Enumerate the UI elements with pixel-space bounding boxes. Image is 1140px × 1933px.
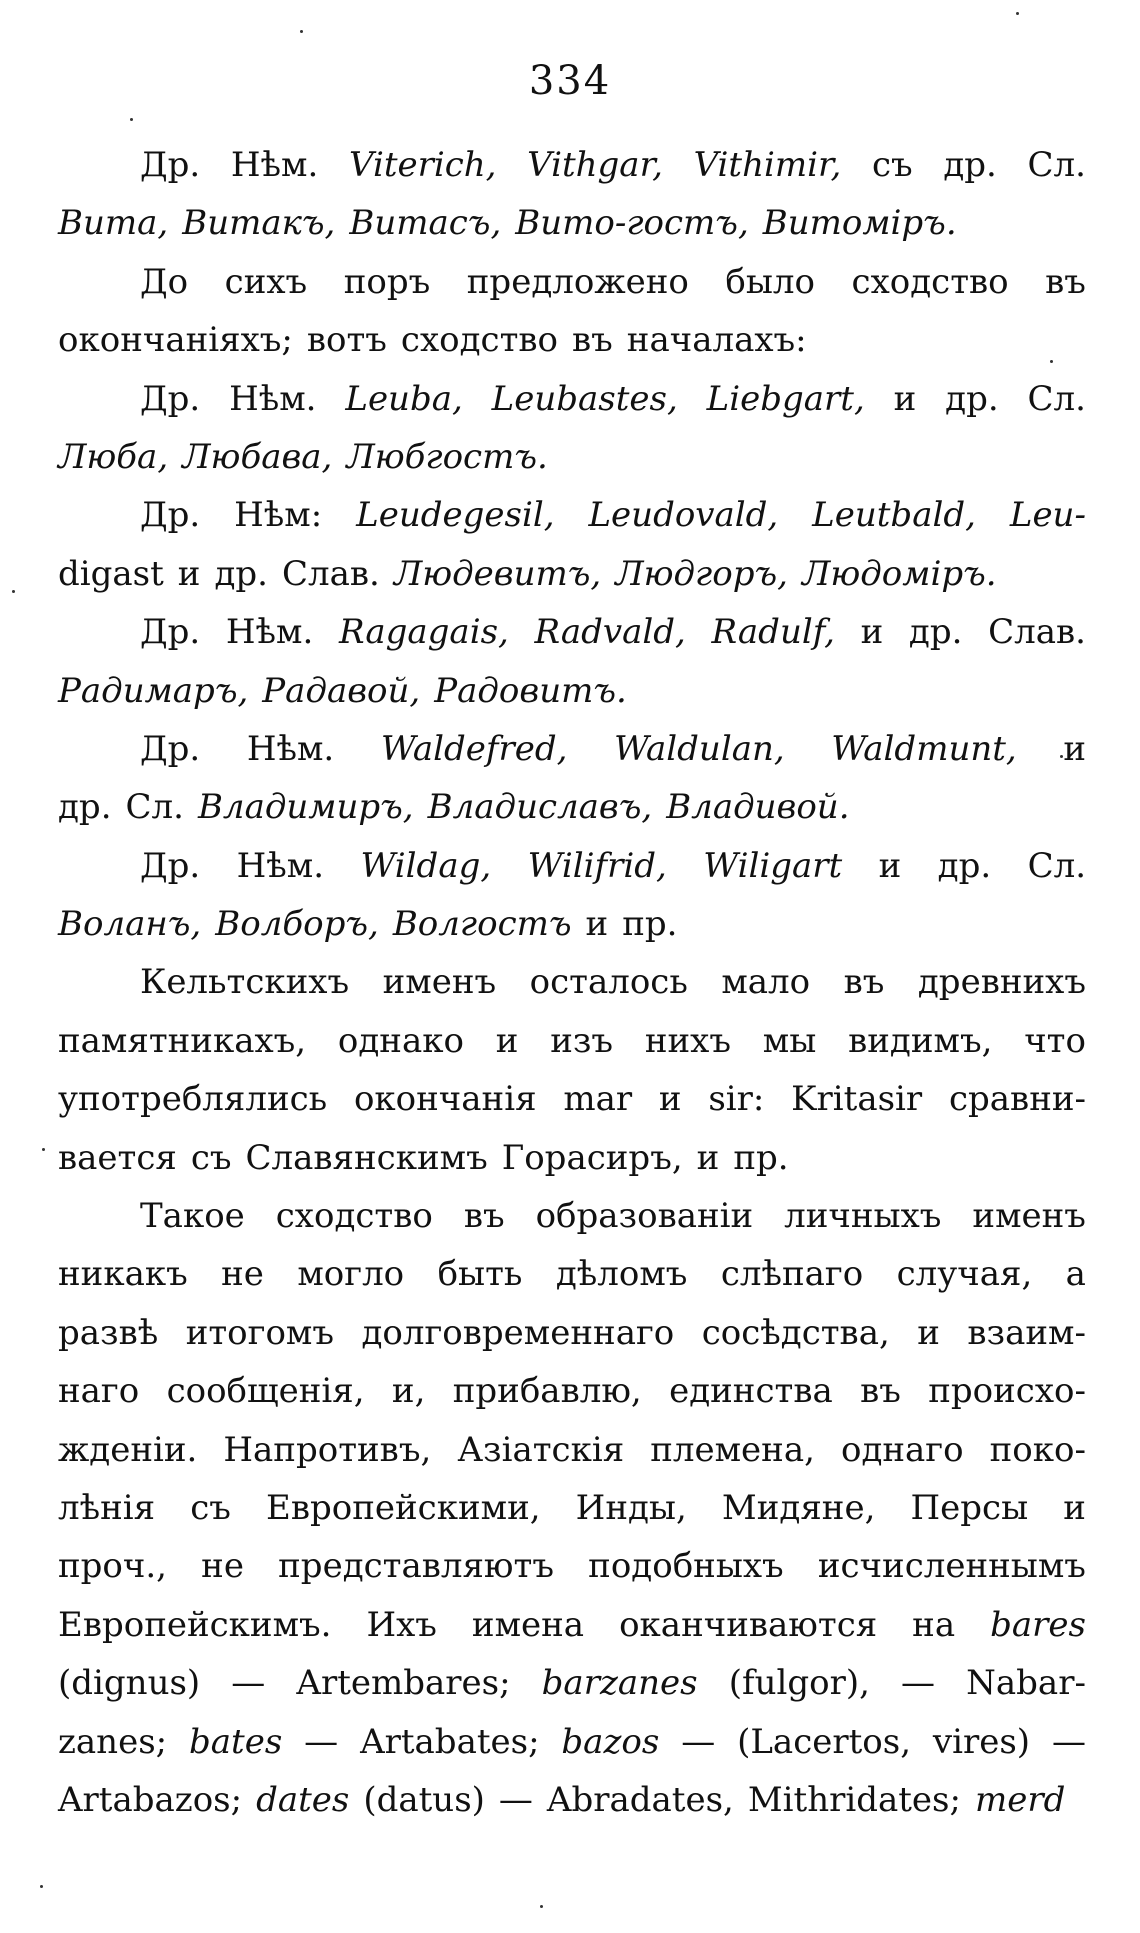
word: и: [860, 612, 884, 653]
word: въ: [572, 320, 613, 361]
word: Нѣм.: [246, 728, 335, 769]
word: быть: [437, 1254, 523, 1295]
word: что: [1024, 1020, 1086, 1061]
word: Радовитъ.: [434, 670, 627, 711]
word: (fulgor),: [728, 1663, 870, 1704]
word: Др.: [140, 378, 201, 419]
scan-speck: [1016, 12, 1019, 15]
word: подобныхъ: [588, 1546, 784, 1587]
text-line: [58, 136, 1086, 194]
word: было: [725, 261, 815, 302]
word: Волборъ,: [215, 904, 379, 945]
word: Др.: [140, 728, 201, 769]
word: началахъ:: [626, 320, 807, 361]
text-line: [58, 1362, 1086, 1420]
word: Такое: [140, 1196, 245, 1237]
word: прибавлю,: [452, 1371, 642, 1412]
word: сравни-: [948, 1079, 1086, 1120]
word: Кельтскихъ: [140, 962, 350, 1003]
word: Людевитъ,: [393, 553, 602, 594]
word: mar: [563, 1079, 633, 1120]
word: Waldulan,: [614, 728, 785, 769]
word: предложено: [466, 261, 689, 302]
scan-speck: [1050, 360, 1053, 363]
word: bazos: [561, 1721, 660, 1762]
text-line: [58, 1596, 1086, 1654]
word: могло: [297, 1254, 405, 1295]
word: sir:: [708, 1079, 765, 1120]
word: Витакъ,: [182, 203, 336, 244]
word: Нѣм.: [236, 845, 325, 886]
word: видимъ,: [848, 1020, 993, 1061]
word: въ: [843, 962, 885, 1003]
word: образованіи: [535, 1196, 754, 1237]
word: Wilifrid,: [527, 845, 667, 886]
word: Напротивъ,: [223, 1429, 432, 1470]
word: и: [177, 553, 201, 594]
word: Leutbald,: [812, 495, 976, 536]
word: Воланъ,: [58, 904, 202, 945]
word: Европейскимъ.: [58, 1604, 332, 1645]
word: Азіатскія: [457, 1429, 625, 1470]
scan-speck: [12, 590, 15, 593]
word: Инды,: [575, 1487, 687, 1528]
word: и: [585, 904, 609, 945]
word: Нѣм.: [229, 378, 317, 419]
text-line: [58, 953, 1086, 1011]
word: Владиславъ,: [427, 787, 653, 828]
word: —: [901, 1663, 936, 1704]
word: Kritasir: [791, 1079, 923, 1120]
page-number: 334: [528, 58, 612, 104]
word: и,: [391, 1371, 426, 1412]
word: сихъ: [224, 261, 308, 302]
word: (datus): [363, 1779, 485, 1820]
text-line: [58, 194, 1086, 252]
word: съ: [190, 1137, 232, 1178]
word: сходство: [275, 1196, 433, 1237]
word: мы: [762, 1020, 817, 1061]
text-line: [58, 662, 1086, 720]
word: Leubastes,: [491, 378, 678, 419]
word: и: [658, 1079, 682, 1120]
word: Viterich,: [348, 145, 497, 185]
word: вотъ: [306, 320, 387, 361]
word: окончанія: [353, 1079, 537, 1120]
word: дѣломъ: [555, 1254, 688, 1295]
word: Горасиръ,: [501, 1137, 683, 1178]
word: Вито-гостъ,: [515, 203, 749, 244]
word: итогомъ: [185, 1312, 335, 1353]
word: Nabar-: [966, 1663, 1086, 1704]
word: Radvald,: [534, 612, 686, 653]
word: Нѣм.: [230, 145, 319, 185]
word: др.: [937, 845, 992, 886]
text-line: [58, 545, 1086, 603]
scan-speck: [540, 1905, 543, 1908]
text-line: [58, 603, 1086, 661]
word: др.: [214, 553, 268, 594]
word: мало: [721, 962, 811, 1003]
word: племена,: [650, 1429, 815, 1470]
word: осталось: [529, 962, 688, 1003]
word: др.: [908, 612, 963, 653]
word: однако: [337, 1020, 464, 1061]
word: на: [912, 1604, 956, 1645]
word: въ: [463, 1196, 505, 1237]
word: Др.: [140, 845, 201, 886]
word: —: [498, 1779, 533, 1820]
word: dates: [256, 1779, 350, 1820]
text-line: [58, 1012, 1086, 1070]
word: случая,: [896, 1254, 1033, 1295]
text-line: [58, 720, 1086, 778]
word: (Lacertos,: [737, 1721, 911, 1762]
word: именъ: [972, 1196, 1086, 1237]
word: поко-: [989, 1429, 1086, 1470]
word: въ: [860, 1371, 901, 1412]
word: bates: [189, 1721, 283, 1762]
word: digast: [58, 553, 164, 594]
word: пр.: [622, 904, 678, 945]
word: barzanes: [541, 1663, 698, 1704]
scan-speck: [42, 1148, 45, 1151]
scan-speck: [130, 118, 133, 121]
text-line: [58, 1070, 1086, 1128]
word: поръ: [343, 261, 431, 302]
word: Сл.: [1027, 145, 1086, 185]
word: не: [201, 1546, 244, 1587]
text-line: [58, 1245, 1086, 1303]
word: Людгоръ,: [615, 553, 788, 594]
word: Сл.: [1027, 845, 1086, 886]
word: Нѣм.: [225, 612, 314, 653]
word: Artembares;: [296, 1663, 511, 1704]
word: взаим-: [967, 1312, 1086, 1353]
word: Нѣм:: [234, 495, 323, 536]
word: Ихъ: [366, 1604, 437, 1645]
word: Др.: [140, 495, 201, 536]
word: Abradates,: [546, 1779, 734, 1820]
word: наго: [58, 1371, 140, 1412]
text-line: [58, 895, 1086, 953]
text-line: [58, 1129, 1086, 1187]
word: и: [917, 1312, 940, 1353]
word: Leudegesil,: [356, 495, 555, 536]
text-line: [58, 1713, 1086, 1771]
word: Люба,: [58, 436, 169, 477]
word: Ragagais,: [338, 612, 509, 653]
word: не: [221, 1254, 264, 1295]
text-line: [58, 1537, 1086, 1595]
word: Персы: [910, 1487, 1029, 1528]
word: древнихъ: [917, 962, 1086, 1003]
word: вается: [58, 1137, 177, 1178]
word: —: [304, 1721, 339, 1762]
word: исчисленнымъ: [817, 1546, 1086, 1587]
word: личныхъ: [784, 1196, 942, 1237]
scan-speck: [1060, 755, 1063, 758]
word: долговременнаго: [361, 1312, 675, 1353]
body-text: [58, 136, 1086, 1829]
word: zanes;: [58, 1721, 168, 1762]
word: Вита,: [58, 203, 169, 244]
word: Artabazos;: [58, 1779, 243, 1820]
word: Сл.: [125, 787, 184, 828]
word: Wiligart: [703, 845, 843, 886]
word: др.: [58, 787, 112, 828]
word: Любава,: [182, 436, 333, 477]
word: Любгостъ.: [346, 436, 548, 477]
word: изъ: [550, 1020, 614, 1061]
word: Leudovald,: [588, 495, 779, 536]
text-line: [58, 253, 1086, 311]
word: представляютъ: [278, 1546, 554, 1587]
word: Leu-: [1009, 495, 1086, 536]
word: и: [495, 1020, 519, 1061]
word: сходство: [400, 320, 559, 361]
word: развѣ: [58, 1312, 159, 1353]
word: и: [893, 378, 917, 419]
text-line: [58, 1654, 1086, 1712]
word: Др.: [140, 145, 201, 185]
text-line: [58, 1421, 1086, 1479]
word: Vithgar,: [527, 145, 663, 185]
word: До: [140, 261, 189, 302]
text-line: [58, 1771, 1086, 1829]
word: Vithimir,: [693, 145, 842, 185]
word: употреблялись: [58, 1079, 328, 1120]
word: Mithridates;: [747, 1779, 961, 1820]
word: Славянскимъ: [245, 1137, 488, 1178]
text-line: [58, 486, 1086, 544]
word: Владивой.: [666, 787, 850, 828]
text-line: [58, 428, 1086, 486]
word: merd: [974, 1779, 1066, 1820]
word: лѣнія: [58, 1487, 156, 1528]
word: (dignus): [58, 1663, 201, 1704]
scan-speck: [300, 30, 303, 33]
word: происхо-: [928, 1371, 1086, 1412]
word: и: [1063, 728, 1086, 769]
word: Людоміръ.: [801, 553, 997, 594]
word: Wildag,: [360, 845, 492, 886]
text-line: [58, 311, 1086, 369]
text-line: [58, 1187, 1086, 1245]
word: пр.: [733, 1137, 789, 1178]
word: слѣпаго: [720, 1254, 864, 1295]
word: Владимиръ,: [197, 787, 414, 828]
word: Др.: [140, 612, 201, 653]
text-line: [58, 1304, 1086, 1362]
word: Сл.: [1027, 378, 1086, 419]
word: Радимаръ,: [58, 670, 249, 711]
word: Leuba,: [345, 378, 463, 419]
word: Витоміръ.: [762, 203, 957, 244]
word: Waldmunt,: [831, 728, 1017, 769]
word: сообщенія,: [166, 1371, 365, 1412]
scan-speck: [40, 1885, 43, 1888]
word: bares: [990, 1604, 1086, 1645]
word: vires): [932, 1721, 1031, 1762]
word: проч.,: [58, 1546, 167, 1587]
word: —: [1051, 1721, 1086, 1762]
word: и: [1063, 1487, 1086, 1528]
word: и: [696, 1137, 720, 1178]
word: оканчиваются: [619, 1604, 878, 1645]
word: Витасъ,: [349, 203, 502, 244]
word: окончаніяхъ;: [58, 320, 293, 361]
word: съ: [871, 145, 913, 185]
word: никакъ: [58, 1254, 188, 1295]
word: Radulf,: [711, 612, 835, 653]
word: жденіи.: [58, 1429, 198, 1470]
word: Мидяне,: [721, 1487, 876, 1528]
word: въ: [1045, 261, 1086, 302]
text-line: [58, 837, 1086, 895]
word: Слав.: [281, 553, 380, 594]
word: —: [231, 1663, 266, 1704]
text-line: [58, 778, 1086, 836]
word: —: [681, 1721, 716, 1762]
word: Liebgart,: [706, 378, 865, 419]
word: Европейскими,: [266, 1487, 541, 1528]
word: единства: [669, 1371, 833, 1412]
text-line: [58, 1479, 1086, 1537]
word: Слав.: [988, 612, 1086, 653]
word: Artabates;: [360, 1721, 540, 1762]
word: и: [878, 845, 902, 886]
word: имена: [471, 1604, 585, 1645]
word: съ: [190, 1487, 231, 1528]
word: Радавой,: [262, 670, 421, 711]
word: памятникахъ,: [58, 1020, 307, 1061]
word: сосѣдства,: [701, 1312, 890, 1353]
word: др.: [943, 145, 997, 185]
word: сходство: [851, 261, 1009, 302]
word: нихъ: [644, 1020, 731, 1061]
word: именъ: [382, 962, 497, 1003]
text-line: [58, 370, 1086, 428]
word: др.: [945, 378, 999, 419]
word: Waldefred,: [380, 728, 568, 769]
word: а: [1065, 1254, 1086, 1295]
word: Волгостъ: [392, 904, 572, 945]
word: однаго: [840, 1429, 964, 1470]
